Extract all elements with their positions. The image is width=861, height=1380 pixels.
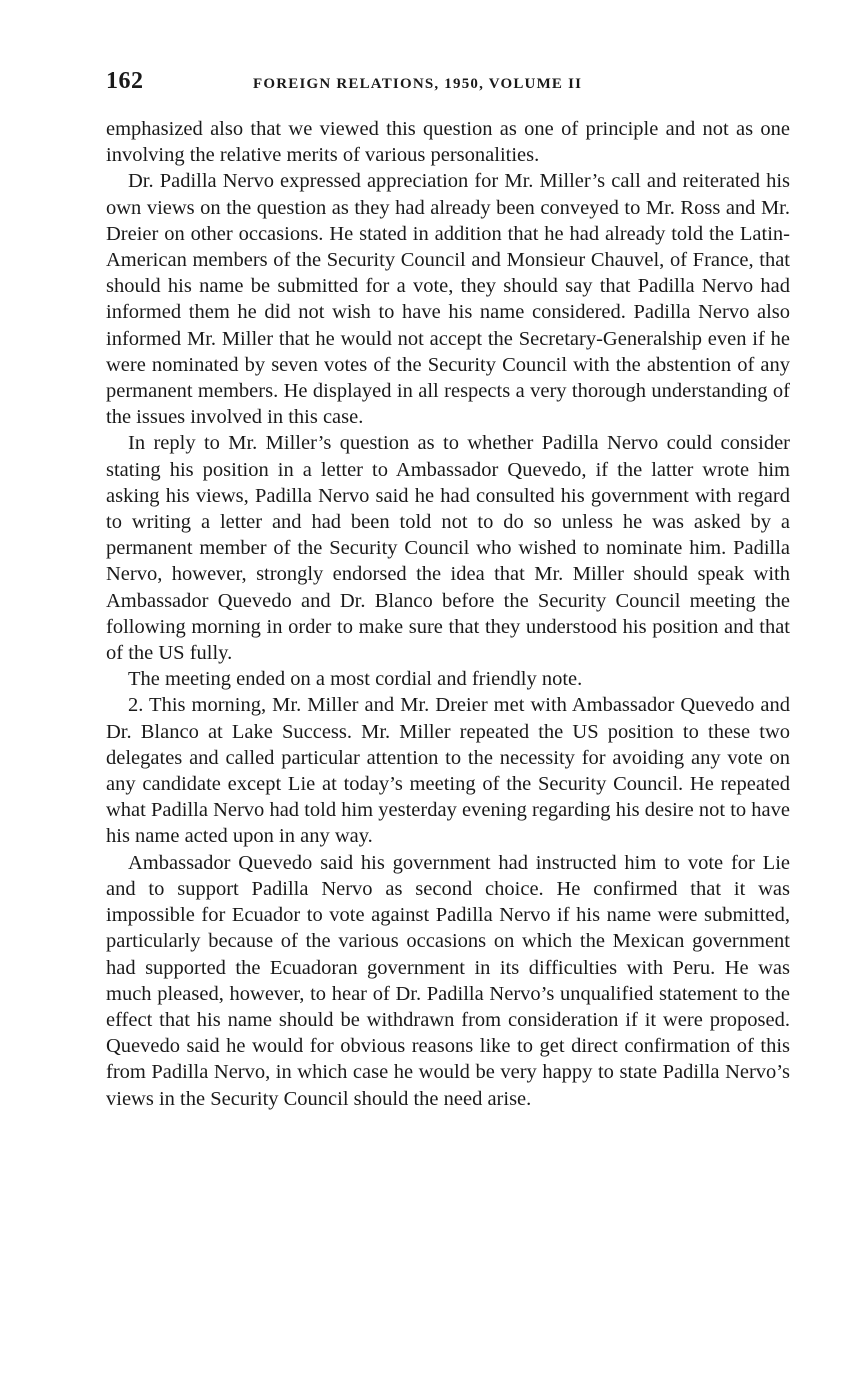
paragraph-meeting-ended: The meeting ended on a most cordial and friendly note.: [128, 668, 583, 691]
paragraph-letter-question: In reply to Mr. Miller’s question as to whether Padilla Nervo could consider stating his position in a letter to Ambassador Quevedo, if the latter wrote him asking his views, Padilla Nervo said he had consulted his government with regard to writing a letter and had been told not to do so unless he was asked by a permanent member of the Security Council who wished to nominate him. Padilla Nervo, however, strongly endorsed the idea that Mr. Miller should speak with Ambassador Quevedo and Dr. Blanco before the Security Council meeting the following morning in order to make sure that they understood his position and that of the US fully.: [106, 432, 790, 665]
paragraph-continuation: emphasized also that we viewed this question as one of principle and not as one involving the relative merits of various personalities.: [106, 118, 790, 167]
running-header: [106, 68, 790, 102]
body-text: [106, 116, 790, 1112]
page-number: 162: [106, 68, 144, 94]
paragraph-quevedo-response: Ambassador Quevedo said his government had instructed him to vote for Lie and to support Padilla Nervo as second choice. He confirmed that it was impossible for Ecuador to vote against Padilla Nervo if his name were submitted, particularly because of the various occasions on which the Mexican government had supported the Ecuadoran government in its difficulties with Peru. He was much pleased, however, to hear of Dr. Padilla Nervo’s unqualified statement to the effect that his name should be withdrawn from consideration if it were proposed. Quevedo said he would for obvious reasons like to get direct confirmation of this from Padilla Nervo, in which case he would be very happy to state Padilla Nervo’s views in the Security Council should the need arise.: [106, 851, 790, 1110]
paragraph-lake-success-meeting: 2. This morning, Mr. Miller and Mr. Dreier met with Ambassador Quevedo and Dr. Blanco at Lake Success. Mr. Miller repeated the US position to these two delegates and called particular attention to the necessity for avoiding any vote on any candidate except Lie at today’s meeting of the Security Council. He repeated what Padilla Nervo had told him yesterday evening regarding his desire not to have his name acted upon in any way.: [106, 694, 790, 848]
document-page: [106, 68, 790, 1112]
paragraph-padilla-nervo-views: Dr. Padilla Nervo expressed appreciation for Mr. Miller’s call and reiterated his own views on the question as they had already been conveyed to Mr. Ross and Mr. Dreier on other occasions. He stated in addition that he had already told the Latin-American members of the Security Council and Monsieur Chauvel, of France, that should his name be submitted for a vote, they should say that Padilla Nervo had informed them he did not wish to have his name considered. Padilla Nervo also informed Mr. Miller that he would not accept the Secretary-Generalship even if he were nominated by seven votes of the Security Council with the abstention of any permanent members. He displayed in all respects a very thorough understanding of the issues involved in this case.: [106, 170, 790, 429]
running-title: FOREIGN RELATIONS, 1950, VOLUME II: [253, 76, 583, 92]
